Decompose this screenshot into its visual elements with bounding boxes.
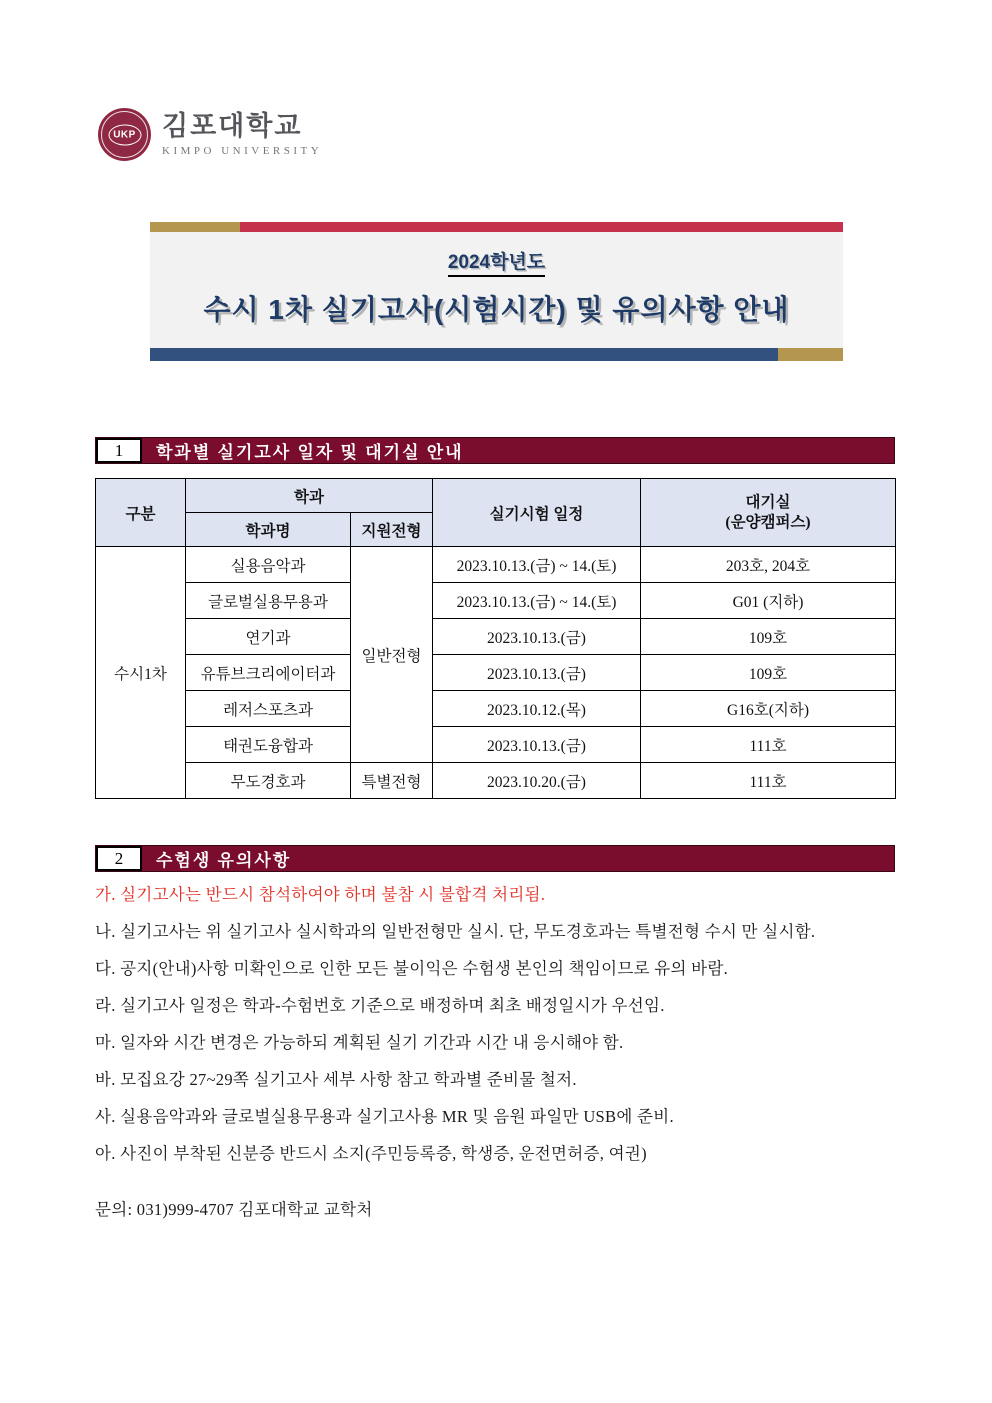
header-track: 지원전형 [351,513,433,547]
table-row [96,655,896,691]
notice-list [95,876,910,1228]
section1-number-box: 1 [96,438,142,463]
academic-year-label: 2024학년도 [448,247,545,277]
cell-date: 2023.10.13.(금) [433,655,641,691]
table-row [96,691,896,727]
cell-date: 2023.10.20.(금) [433,763,641,799]
table-row [96,619,896,655]
notice-item-na: 나. 실기고사는 위 실기고사 실시학과의 일반전형만 실시. 단, 무도경호과는 특별전형 수시 만 실시함. [95,922,816,941]
cell-room: G16호(지하) [641,691,896,727]
notice-item-da: 다. 공지(안내)사항 미확인으로 인한 모든 불이익은 수험생 본인의 책임이므로 유의 바람. [95,959,729,978]
banner-body [150,232,843,348]
notice-item-ba: 바. 모집요강 27~29쪽 실기고사 세부 사항 참고 학과별 준비물 철저. [95,1070,577,1089]
cell-date: 2023.10.13.(금) ~ 14.(토) [433,547,641,583]
cell-dept: 글로벌실용무용과 [186,583,351,619]
header-dept-name: 학과명 [186,513,351,547]
banner-bottom-stripe [150,348,843,361]
section1-header [95,437,895,464]
cell-dept: 유튜브크리에이터과 [186,655,351,691]
header-waiting-room-line1: 대기실 [745,494,791,512]
header-schedule: 실기시험 일정 [433,479,641,547]
notice-item-ra: 라. 실기고사 일정은 학과-수험번호 기준으로 배정하며 최초 배정일시가 우선임. [95,996,665,1015]
cell-room: 109호 [641,655,896,691]
table-row [96,763,896,799]
seal-ukp-text: UKP [108,124,141,145]
banner-bottom-navy-segment [150,348,778,361]
document-title: 수시 1차 실기고사(시험시간) 및 유의사항 안내 [203,294,790,325]
table-row [96,547,896,583]
notice-item-ma: 마. 일자와 시간 변경은 가능하되 계획된 실기 기간과 시간 내 응시해야 함. [95,1033,624,1052]
exam-schedule-table [95,478,896,799]
header-waiting-room [641,479,896,547]
cell-date: 2023.10.13.(금) [433,619,641,655]
cell-dept: 태권도융합과 [186,727,351,763]
cell-general-track: 일반전형 [351,547,433,763]
banner-top-gold-segment [150,222,240,232]
notice-item-sa: 사. 실용음악과와 글로벌실용무용과 실기고사용 MR 및 음원 파일만 USB에 준비. [95,1107,674,1126]
cell-special-track: 특별전형 [351,763,433,799]
banner-top-stripe [150,222,843,232]
banner-bottom-gold-segment [778,348,843,361]
section2-title: 수험생 유의사항 [156,851,292,870]
cell-room: 109호 [641,619,896,655]
cell-dept: 연기과 [186,619,351,655]
cell-room: 111호 [641,727,896,763]
university-logo [98,108,322,161]
notice-item-a: 아. 사진이 부착된 신분증 반드시 소지(주민등록증, 학생증, 운전면허증, 여권) [95,1144,647,1163]
cell-dept: 실용음악과 [186,547,351,583]
cell-gubun-value: 수시1차 [96,547,186,799]
section2-number-box: 2 [96,846,142,871]
header-gubun: 구분 [96,479,186,547]
cell-room: 111호 [641,763,896,799]
header-dept-group: 학과 [186,479,433,513]
section2-header [95,845,895,872]
notice-item-ga: 가. 실기고사는 반드시 참석하여야 하며 불참 시 불합격 처리됨. [95,885,546,904]
table-row [96,583,896,619]
cell-room: 203호, 204호 [641,547,896,583]
section1-title: 학과별 실기고사 일자 및 대기실 안내 [156,443,464,462]
header-waiting-room-line2: (운양캠퍼스) [725,513,811,531]
university-name-korean: 김포대학교 [162,111,303,142]
university-seal-icon [98,108,151,161]
table-header-row-1 [96,479,896,513]
cell-dept: 레저스포츠과 [186,691,351,727]
cell-room: G01 (지하) [641,583,896,619]
cell-date: 2023.10.13.(금) [433,727,641,763]
university-name-english: KIMPO UNIVERSITY [162,144,323,157]
title-banner [150,222,843,361]
cell-dept: 무도경호과 [186,763,351,799]
logo-wordmark [162,112,322,157]
table-row [96,727,896,763]
cell-date: 2023.10.12.(목) [433,691,641,727]
contact-line: 문의: 031)999-4707 김포대학교 교학처 [95,1200,373,1219]
cell-date: 2023.10.13.(금) ~ 14.(토) [433,583,641,619]
banner-top-red-segment [240,222,843,232]
